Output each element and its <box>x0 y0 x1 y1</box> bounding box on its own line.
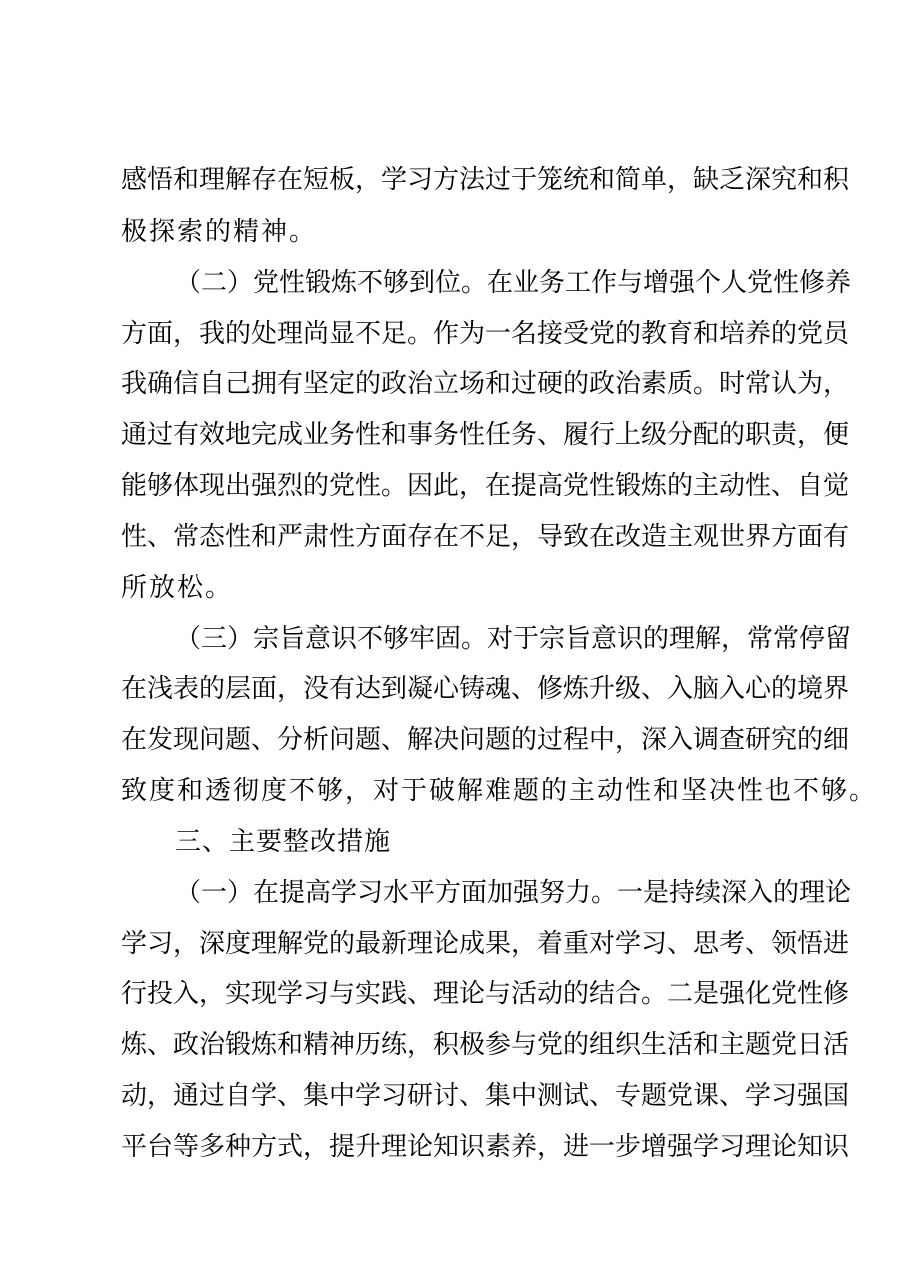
paragraph-line: 极探索的精神。 <box>121 217 318 247</box>
paragraph-line: 性、常态性和严肃性方面存在不足，导致在改造主观世界方面有 <box>121 522 850 552</box>
paragraph-line: 通过有效地完成业务性和事务性任务、履行上级分配的职责，便 <box>121 420 850 450</box>
section-three-heading-line: （三）宗旨意识不够牢固。对于宗旨意识的理解，常常停留 <box>175 624 852 654</box>
paragraph-line: 动，通过自学、集中学习研讨、集中测试、专题党课、学习强国 <box>121 1081 850 1111</box>
section-two-heading-line: （二）党性锻炼不够到位。在业务工作与增强个人党性修养 <box>175 268 852 298</box>
section-heading: 三、主要整改措施 <box>175 827 392 857</box>
subsection-one-heading-line: （一）在提高学习水平方面加强努力。一是持续深入的理论 <box>175 878 852 908</box>
paragraph-line: 能够体现出强烈的党性。因此，在提高党性锻炼的主动性、自觉 <box>121 471 850 501</box>
paragraph-line: 我确信自己拥有坚定的政治立场和过硬的政治素质。时常认为， <box>121 369 850 399</box>
paragraph-line: 平台等多种方式，提升理论知识素养，进一步增强学习理论知识 <box>121 1132 850 1162</box>
paragraph-line: 方面，我的处理尚显不足。作为一名接受党的教育和培养的党员 <box>121 319 850 349</box>
paragraph-line: 感悟和理解存在短板，学习方法过于笼统和简单，缺乏深究和积 <box>121 165 850 195</box>
paragraph-line: 致度和透彻度不够，对于破解难题的主动性和坚决性也不够。 <box>121 776 878 806</box>
paragraph-line: 行投入，实现学习与实践、理论与活动的结合。二是强化党性修 <box>121 979 850 1009</box>
paragraph-line: 炼、政治锻炼和精神历练，积极参与党的组织生活和主题党日活 <box>121 1030 850 1060</box>
paragraph-line: 在浅表的层面，没有达到凝心铸魂、修炼升级、入脑入心的境界 <box>121 674 850 704</box>
paragraph-line: 所放松。 <box>121 573 234 603</box>
paragraph-line: 学习，深度理解党的最新理论成果，着重对学习、思考、领悟进 <box>121 929 850 959</box>
paragraph-line: 在发现问题、分析问题、解决问题的过程中，深入调查研究的细 <box>121 725 850 755</box>
